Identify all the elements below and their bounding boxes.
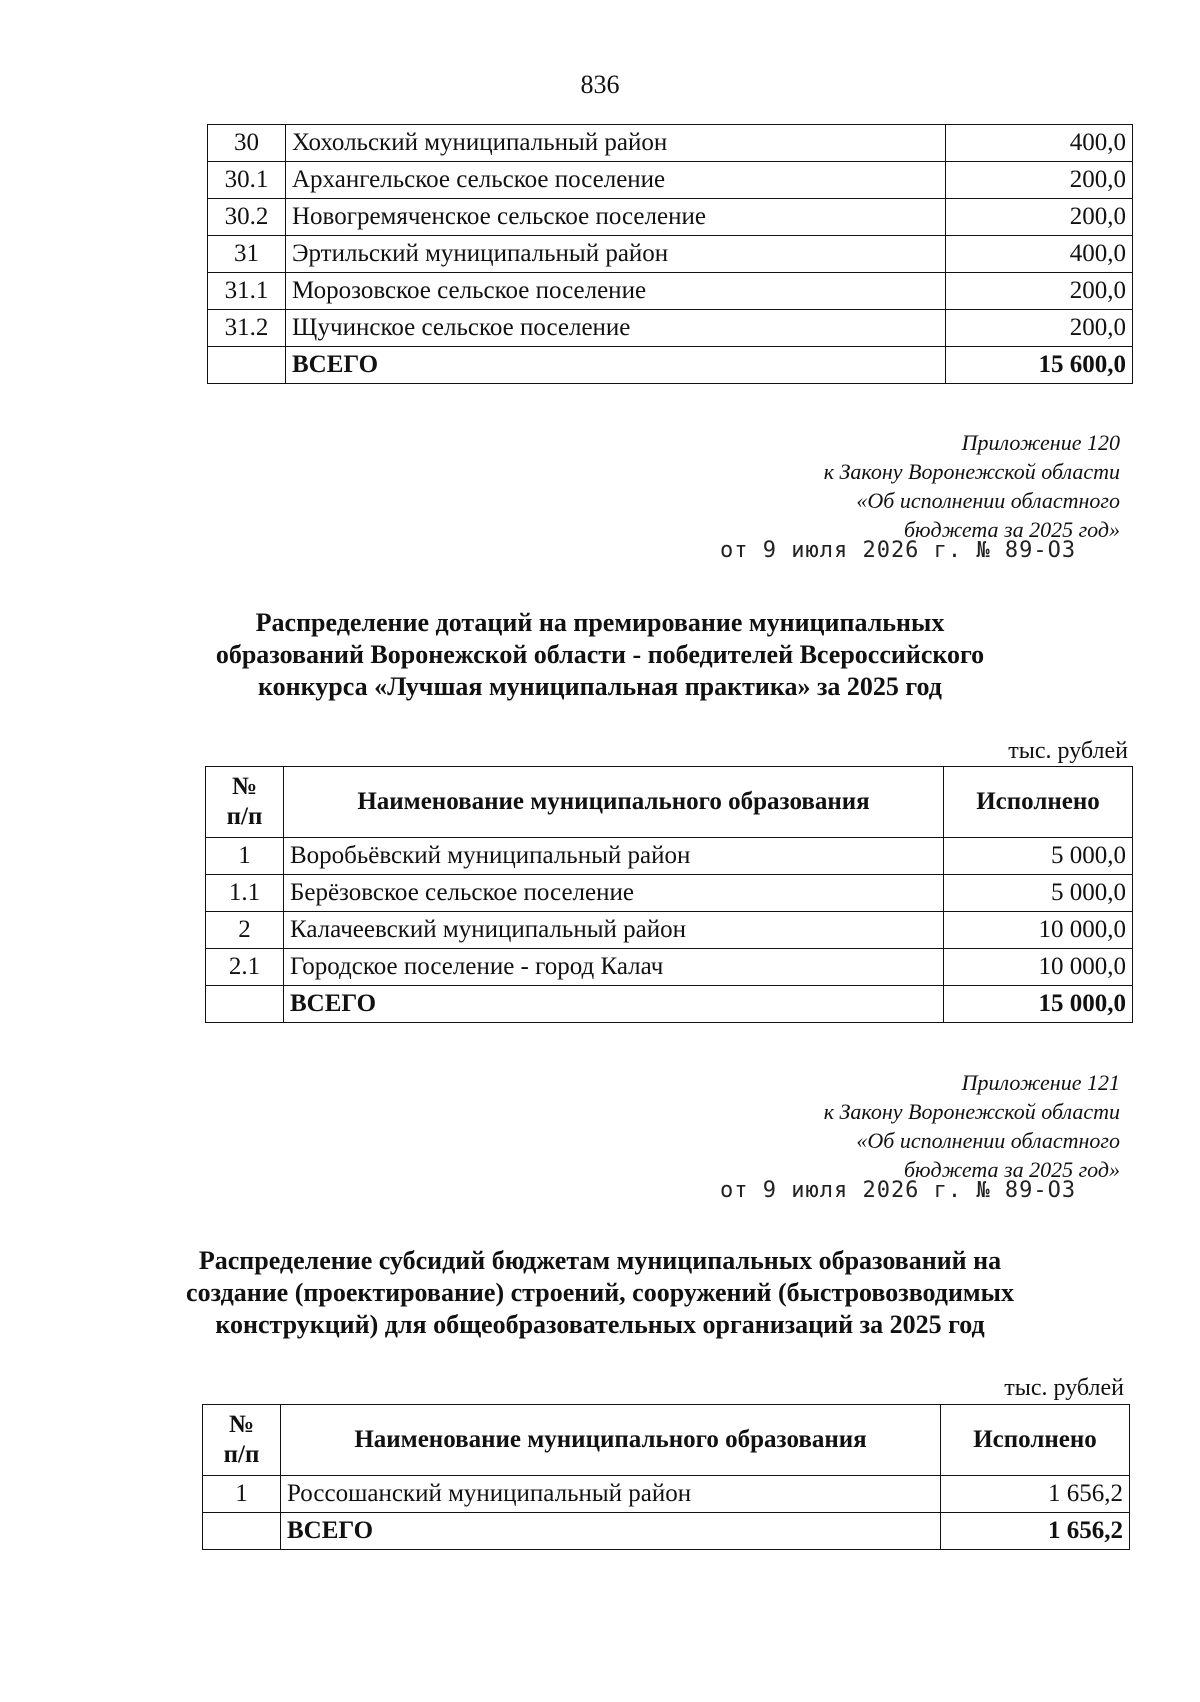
header-number xyxy=(206,767,284,838)
law-reference-stamp: от 9 июля 2026 г. № 89-ОЗ xyxy=(720,538,1077,563)
table-header xyxy=(203,1405,1130,1476)
amount-value: 400,0 xyxy=(946,125,1133,162)
appendix-law-line: к Закону Воронежской области xyxy=(823,459,1120,484)
title-line: образований Воронежской области - победителей Всероссийского xyxy=(215,640,985,669)
total-value: 1 656,2 xyxy=(941,1513,1130,1550)
header-value: Исполнено xyxy=(941,1405,1130,1476)
table-continuation-body xyxy=(208,125,1133,384)
amount-value: 10 000,0 xyxy=(944,912,1133,949)
row-number: 1.1 xyxy=(206,875,284,912)
header-name: Наименование муниципального образования xyxy=(281,1405,941,1476)
appendix-number: Приложение 120 xyxy=(961,430,1120,455)
amount-value: 10 000,0 xyxy=(944,949,1133,986)
municipality-name: Архангельское сельское поселение xyxy=(286,162,946,199)
title-line: Распределение субсидий бюджетам муниципальных образований на xyxy=(198,1246,1002,1275)
municipality-name: Хохольский муниципальный район xyxy=(286,125,946,162)
table-body xyxy=(203,1476,1130,1550)
table-row xyxy=(206,875,1133,912)
row-number: 2 xyxy=(206,912,284,949)
municipality-name: Россошанский муниципальный район xyxy=(281,1476,941,1513)
municipality-name: Берёзовское сельское поселение xyxy=(284,875,944,912)
law-reference-stamp: от 9 июля 2026 г. № 89-ОЗ xyxy=(720,1178,1077,1203)
total-row xyxy=(203,1513,1130,1550)
total-label: ВСЕГО xyxy=(281,1513,941,1550)
municipality-name: Морозовское сельское поселение xyxy=(286,273,946,310)
table-row xyxy=(203,1476,1130,1513)
header-number-abbr: п/п xyxy=(223,1441,260,1468)
appendix-law-title-line: бюджета за 2025 год» xyxy=(903,517,1120,542)
table-row xyxy=(206,949,1133,986)
total-empty-cell xyxy=(208,347,286,384)
municipality-name: Городское поселение - город Калач xyxy=(284,949,944,986)
header-row xyxy=(203,1405,1130,1476)
table-row xyxy=(208,199,1133,236)
table-row xyxy=(208,236,1133,273)
header-row xyxy=(206,767,1133,838)
unit-label: тыс. рублей xyxy=(1008,738,1128,764)
table-appendix-120 xyxy=(205,766,1133,1023)
municipality-name: Щучинское сельское поселение xyxy=(286,310,946,347)
municipality-name: Новогремяченское сельское поселение xyxy=(286,199,946,236)
header-number-symbol: № xyxy=(228,1411,255,1438)
appendix-law-title-line: «Об исполнении областного xyxy=(856,1128,1120,1153)
table-body xyxy=(206,838,1133,1023)
appendix-number: Приложение 121 xyxy=(961,1070,1120,1095)
title-line: создание (проектирование) строений, сооружений (быстровозводимых xyxy=(186,1278,1014,1307)
section-121-title xyxy=(100,1245,1100,1341)
title-line: конкурса «Лучшая муниципальная практика» за 2025 год xyxy=(258,672,942,701)
unit-label: тыс. рублей xyxy=(1004,1375,1124,1401)
total-empty-cell xyxy=(206,986,284,1023)
row-number: 2.1 xyxy=(206,949,284,986)
row-number: 30 xyxy=(208,125,286,162)
row-number: 31.2 xyxy=(208,310,286,347)
total-row xyxy=(208,347,1133,384)
row-number: 31.1 xyxy=(208,273,286,310)
appendix-120-caption xyxy=(824,428,1120,544)
amount-value: 1 656,2 xyxy=(941,1476,1130,1513)
header-value: Исполнено xyxy=(944,767,1133,838)
amount-value: 5 000,0 xyxy=(944,838,1133,875)
page-number: 836 xyxy=(580,70,620,99)
amount-value: 200,0 xyxy=(946,162,1133,199)
total-label: ВСЕГО xyxy=(286,347,946,384)
header-number-abbr: п/п xyxy=(226,803,263,830)
appendix-law-title-line: бюджета за 2025 год» xyxy=(903,1157,1120,1182)
header-number-symbol: № xyxy=(231,773,258,800)
total-value: 15 600,0 xyxy=(946,347,1133,384)
row-number: 30.2 xyxy=(208,199,286,236)
total-label: ВСЕГО xyxy=(284,986,944,1023)
amount-value: 200,0 xyxy=(946,273,1133,310)
municipality-name: Воробьёвский муниципальный район xyxy=(284,838,944,875)
appendix-law-line: к Закону Воронежской области xyxy=(823,1099,1120,1124)
header-number xyxy=(203,1405,281,1476)
table-row xyxy=(206,912,1133,949)
total-row xyxy=(206,986,1133,1023)
table-row xyxy=(206,838,1133,875)
row-number: 30.1 xyxy=(208,162,286,199)
appendix-121-caption xyxy=(824,1068,1120,1184)
header-name: Наименование муниципального образования xyxy=(284,767,944,838)
amount-value: 200,0 xyxy=(946,310,1133,347)
row-number: 1 xyxy=(206,838,284,875)
appendix-law-title-line: «Об исполнении областного xyxy=(856,488,1120,513)
amount-value: 200,0 xyxy=(946,199,1133,236)
table-row xyxy=(208,162,1133,199)
municipality-name: Калачеевский муниципальный район xyxy=(284,912,944,949)
total-empty-cell xyxy=(203,1513,281,1550)
table-row xyxy=(208,125,1133,162)
title-line: конструкций) для общеобразовательных организаций за 2025 год xyxy=(215,1310,985,1339)
amount-value: 5 000,0 xyxy=(944,875,1133,912)
table-header xyxy=(206,767,1133,838)
table-appendix-121 xyxy=(202,1404,1130,1550)
row-number: 31 xyxy=(208,236,286,273)
title-line: Распределение дотаций на премирование муниципальных xyxy=(255,608,945,637)
table-row xyxy=(208,310,1133,347)
row-number: 1 xyxy=(203,1476,281,1513)
amount-value: 400,0 xyxy=(946,236,1133,273)
table-row xyxy=(208,273,1133,310)
table-continuation xyxy=(207,124,1133,384)
municipality-name: Эртильский муниципальный район xyxy=(286,236,946,273)
total-value: 15 000,0 xyxy=(944,986,1133,1023)
section-120-title xyxy=(100,607,1100,703)
